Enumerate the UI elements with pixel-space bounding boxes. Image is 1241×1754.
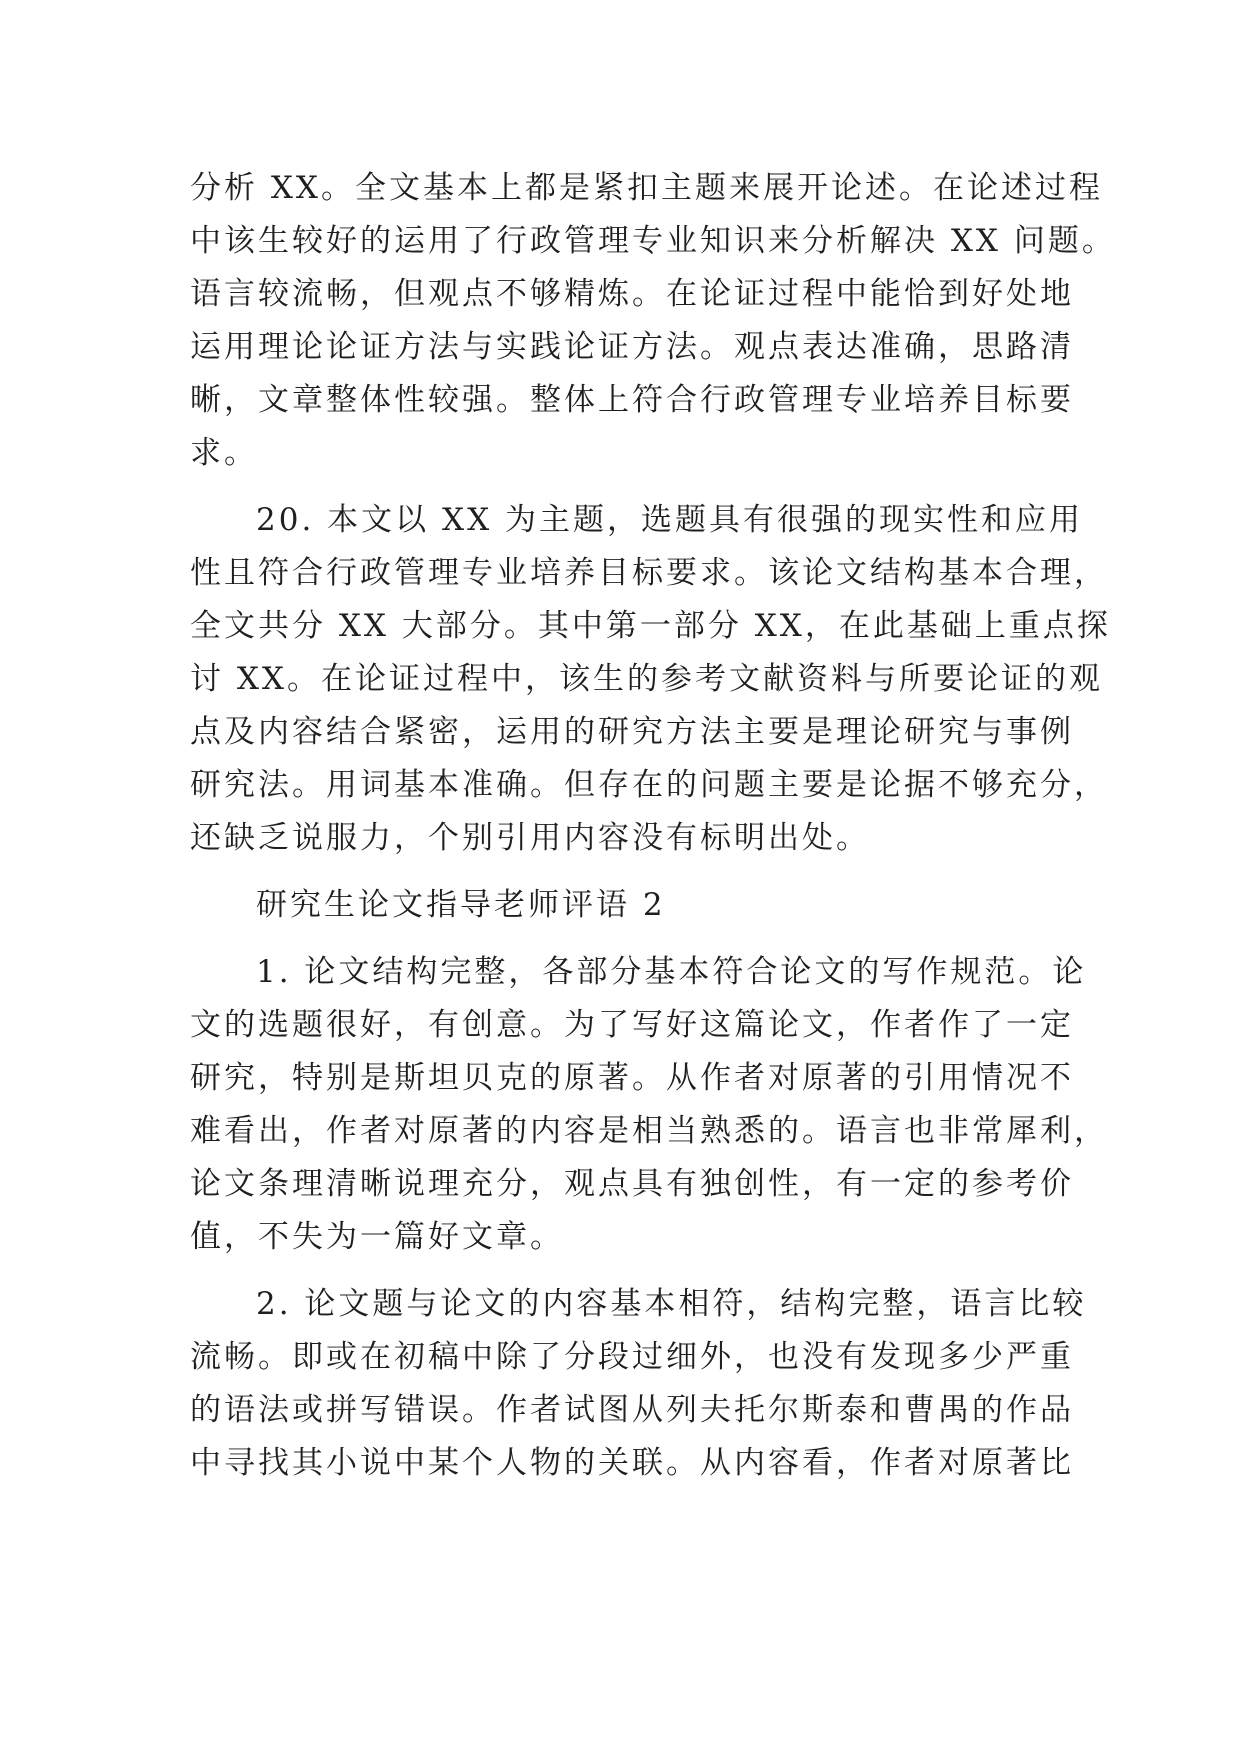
text-line: 分析 XX。全文基本上都是紧扣主题来展开论述。在论述过程 xyxy=(190,170,1103,206)
text-line: 研究生论文指导老师评语 2 xyxy=(256,887,666,923)
text-line: 2. 论文题与论文的内容基本相符，结构完整，语言比较 xyxy=(256,1286,1087,1322)
text-line: 中该生较好的运用了行政管理专业知识来分析解决 XX 问题。 xyxy=(190,223,1116,259)
section-heading xyxy=(190,879,1050,932)
paragraph-continuation xyxy=(190,162,1116,480)
text-line: 的语法或拼写错误。作者试图从列夫托尔斯泰和曹禺的作品 xyxy=(190,1392,1074,1428)
text-line: 1. 论文结构完整，各部分基本符合论文的写作规范。论 xyxy=(256,954,1087,990)
document-body xyxy=(190,162,1116,1504)
text-line: 论文条理清晰说理充分，观点具有独创性，有一定的参考价 xyxy=(190,1166,1074,1202)
text-line: 研究法。用词基本准确。但存在的问题主要是论据不够充分， xyxy=(190,767,1108,803)
text-line: 性且符合行政管理专业培养目标要求。该论文结构基本合理， xyxy=(190,555,1108,591)
text-line: 中寻找其小说中某个人物的关联。从内容看，作者对原著比 xyxy=(190,1445,1074,1481)
text-line: 难看出，作者对原著的内容是相当熟悉的。语言也非常犀利， xyxy=(190,1113,1108,1149)
text-line: 全文共分 XX 大部分。其中第一部分 XX，在此基础上重点探 xyxy=(190,608,1111,644)
text-line: 20. 本文以 XX 为主题，选题具有很强的现实性和应用 xyxy=(256,502,1083,538)
paragraph-item-1 xyxy=(190,946,1108,1264)
paragraph-item-2 xyxy=(190,1278,1087,1490)
text-line: 讨 XX。在论证过程中，该生的参考文献资料与所要论证的观 xyxy=(190,661,1103,697)
paragraph-item-20 xyxy=(190,494,1111,865)
text-line: 晰，文章整体性较强。整体上符合行政管理专业培养目标要 xyxy=(190,382,1074,418)
text-line: 文的选题很好，有创意。为了写好这篇论文，作者作了一定 xyxy=(190,1007,1074,1043)
text-line: 语言较流畅，但观点不够精炼。在论证过程中能恰到好处地 xyxy=(190,276,1074,312)
text-line: 研究，特别是斯坦贝克的原著。从作者对原著的引用情况不 xyxy=(190,1060,1074,1096)
text-line: 还缺乏说服力，个别引用内容没有标明出处。 xyxy=(190,820,870,856)
text-line: 求。 xyxy=(190,435,258,471)
text-line: 运用理论论证方法与实践论证方法。观点表达准确，思路清 xyxy=(190,329,1074,365)
text-line: 点及内容结合紧密，运用的研究方法主要是理论研究与事例 xyxy=(190,714,1074,750)
text-line: 流畅。即或在初稿中除了分段过细外，也没有发现多少严重 xyxy=(190,1339,1074,1375)
text-line: 值，不失为一篇好文章。 xyxy=(190,1219,564,1255)
